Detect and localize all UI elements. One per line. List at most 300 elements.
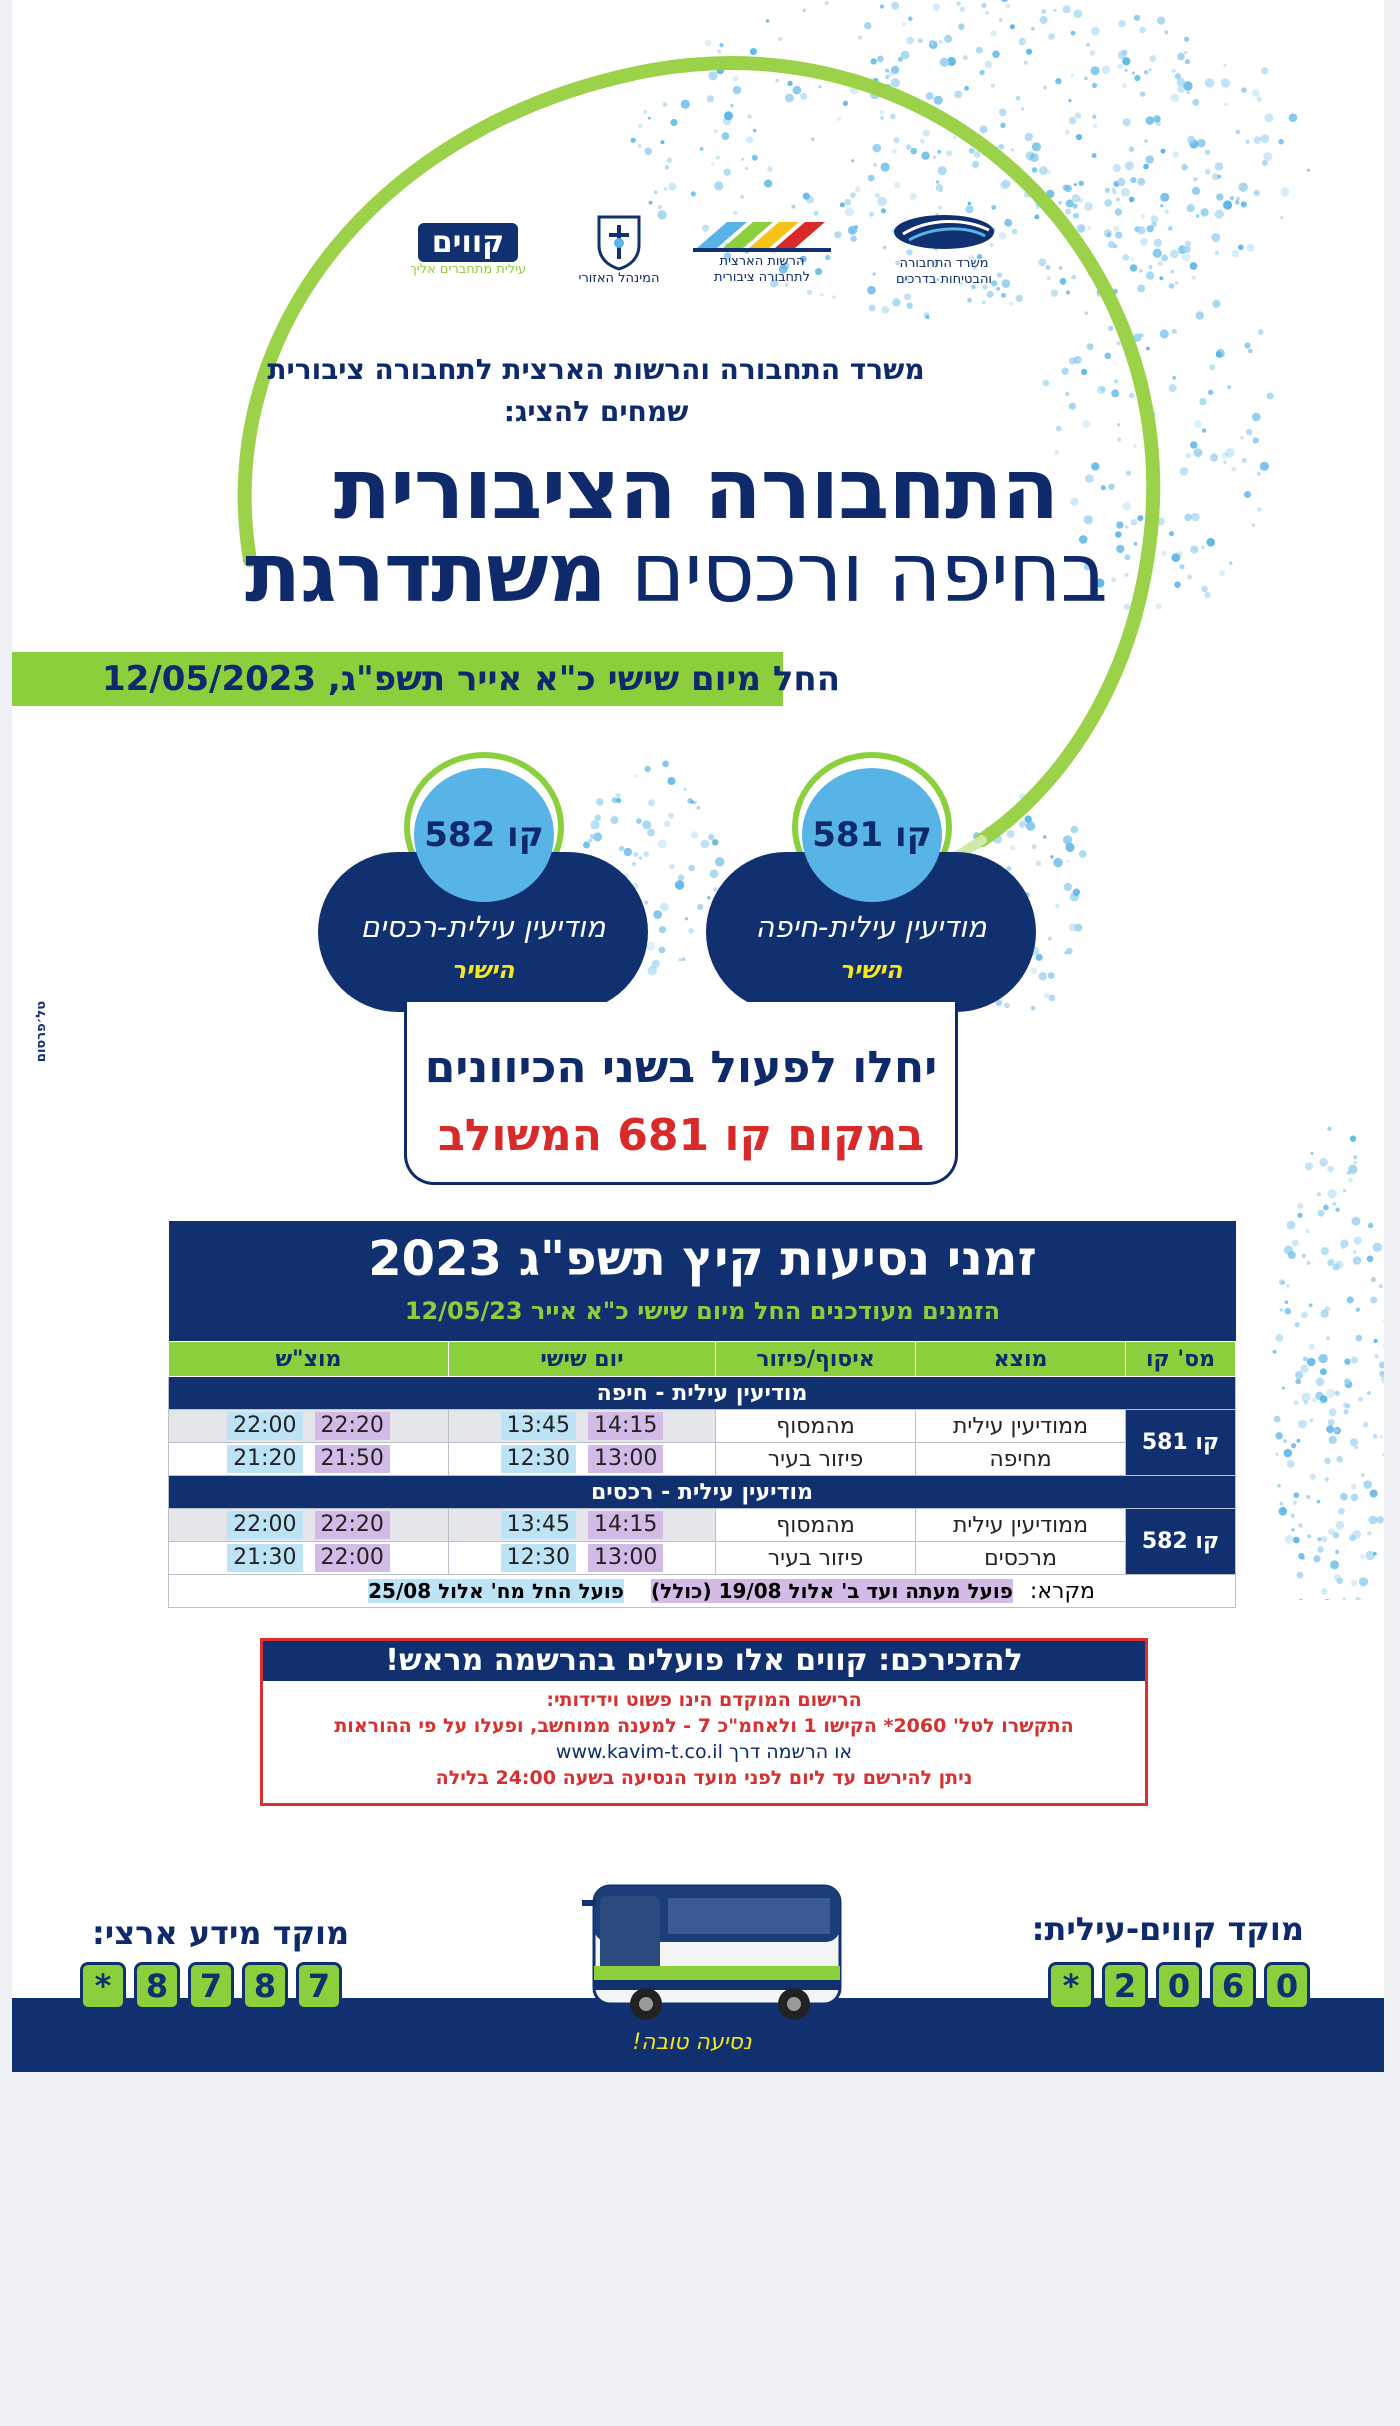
- decor-dot: [1165, 210, 1169, 214]
- time-blue: 22:00: [227, 1412, 302, 1440]
- pickup-cell: מהמסוף: [716, 1410, 916, 1443]
- saturday-times: [169, 1410, 449, 1443]
- decor-dot: [1275, 1334, 1283, 1342]
- decor-dot: [1026, 821, 1035, 830]
- decor-dot: [1373, 1339, 1377, 1343]
- decor-dot: [1032, 167, 1038, 173]
- decor-dot: [1363, 1480, 1372, 1489]
- decor-dot: [1321, 1536, 1328, 1543]
- decor-dot: [888, 71, 894, 77]
- decor-dot: [881, 163, 890, 172]
- decor-dot: [976, 47, 983, 54]
- decor-dot: [1171, 94, 1180, 103]
- decor-dot: [1105, 353, 1112, 360]
- kavim-logo: [398, 200, 538, 300]
- decor-dot: [923, 130, 930, 137]
- decor-dot: [634, 775, 637, 778]
- decor-dot: [1312, 1398, 1316, 1402]
- decor-dot: [1048, 33, 1055, 40]
- decor-dot: [1113, 226, 1119, 232]
- decor-dot: [714, 181, 723, 190]
- decor-dot: [1172, 329, 1177, 334]
- decor-dot: [616, 793, 621, 798]
- decor-dot: [1201, 546, 1204, 549]
- decor-dot: [1261, 67, 1268, 74]
- decor-dot: [1088, 226, 1092, 230]
- decor-dot: [1194, 420, 1202, 428]
- decor-dot: [1293, 1400, 1298, 1405]
- decor-dot: [1031, 27, 1035, 31]
- decor-dot: [1230, 196, 1234, 200]
- decor-dot: [1084, 202, 1093, 211]
- kavim-hotline-label: מוקד קווים-עילית:: [1031, 1910, 1304, 1948]
- decor-dot: [1200, 208, 1208, 216]
- decor-dot: [1367, 1391, 1371, 1395]
- decor-dot: [1169, 283, 1175, 289]
- decor-dot: [1073, 213, 1079, 219]
- decor-dot: [1283, 1439, 1287, 1443]
- decor-dot: [1260, 134, 1269, 143]
- decor-dot: [1129, 197, 1135, 203]
- decor-dot: [1116, 208, 1120, 212]
- decor-dot: [1122, 83, 1127, 88]
- decor-dot: [1212, 300, 1220, 308]
- decor-dot: [934, 96, 943, 105]
- decor-dot: [1370, 1297, 1377, 1304]
- decor-dot: [1039, 166, 1048, 175]
- decor-dot: [752, 155, 758, 161]
- decor-dot: [1140, 238, 1148, 246]
- decor-dot: [908, 16, 913, 21]
- decor-dot: [1274, 1416, 1281, 1423]
- reminder-line-4: ניתן להירשם עד ליום לפני מועד הנסיעה בשעה 24:00 בלילה: [435, 1767, 973, 1789]
- headline-line-2b: משתדרגת: [245, 526, 606, 621]
- decor-dot: [1071, 826, 1079, 834]
- decor-dot: [1187, 136, 1195, 144]
- decor-dot: [868, 175, 875, 182]
- decor-dot: [880, 110, 885, 115]
- decor-dot: [1192, 187, 1200, 195]
- legend-blue: פועל החל מח' אלול 25/08: [368, 1578, 624, 1603]
- decor-dot: [1139, 269, 1143, 273]
- decor-dot: [688, 865, 695, 872]
- decor-dot: [1146, 116, 1155, 125]
- decor-dot: [716, 156, 720, 160]
- decor-dot: [1085, 311, 1089, 315]
- decor-dot: [1353, 1256, 1361, 1264]
- decor-dot: [1043, 835, 1047, 839]
- decor-dot: [1068, 99, 1071, 102]
- decor-dot: [1137, 178, 1145, 186]
- pickup-cell: פיזור בעיר: [716, 1542, 916, 1575]
- decor-dot: [682, 957, 686, 961]
- decor-dot: [1231, 467, 1236, 472]
- decor-dot: [1307, 1358, 1316, 1367]
- decor-dot: [1193, 177, 1197, 181]
- decor-dot: [1297, 1572, 1304, 1579]
- decor-dot: [745, 167, 748, 170]
- decor-dot: [1154, 239, 1162, 247]
- reminder-box: [260, 1638, 1148, 1806]
- decor-dot: [1244, 491, 1251, 498]
- decor-dot: [1298, 1553, 1304, 1559]
- decor-dot: [1280, 216, 1283, 219]
- decor-dot: [1368, 1223, 1373, 1228]
- decor-dot: [1169, 384, 1177, 392]
- decor-dot: [1287, 1221, 1296, 1230]
- decor-dot: [1113, 164, 1121, 172]
- decor-dot: [1297, 1439, 1301, 1443]
- decor-dot: [1226, 448, 1235, 457]
- decor-dot: [1307, 1261, 1311, 1265]
- decor-dot: [1305, 1162, 1313, 1170]
- decor-dot: [1199, 398, 1206, 405]
- decor-dot: [1112, 188, 1115, 191]
- origin-cell: מחיפה: [916, 1443, 1126, 1476]
- friday-times: [449, 1542, 716, 1575]
- headline-line-2a: בחיפה ורכסים: [605, 526, 1107, 621]
- decor-dot: [1370, 1490, 1378, 1498]
- decor-dot: [1368, 1516, 1377, 1525]
- decor-dot: [1287, 1460, 1295, 1468]
- decor-dot: [1182, 253, 1191, 262]
- decor-dot: [595, 815, 601, 821]
- decor-dot: [654, 191, 657, 194]
- decor-dot: [1353, 1161, 1356, 1164]
- decor-dot: [907, 302, 913, 308]
- decor-dot: [667, 777, 675, 785]
- decor-dot: [1202, 429, 1206, 433]
- decor-dot: [714, 130, 718, 134]
- side-credit: [30, 996, 54, 1066]
- decor-dot: [711, 162, 715, 166]
- decor-dot: [936, 180, 939, 183]
- info-hotline-keys: [80, 1962, 342, 2010]
- decor-dot: [645, 766, 651, 772]
- key: 8: [242, 1962, 288, 2010]
- decor-dot: [1086, 43, 1090, 47]
- decor-dot: [1201, 586, 1208, 593]
- decor-dot: [1276, 1432, 1283, 1439]
- decor-dot: [1144, 139, 1147, 142]
- poster: [12, 0, 1384, 2072]
- legend-label: מקרא:: [1029, 1578, 1095, 1604]
- decor-dot: [764, 179, 772, 187]
- decor-dot: [1373, 1434, 1378, 1439]
- decor-dot: [1309, 1344, 1315, 1350]
- ministry-logo-label: משרד התחבורה והבטיחות בדרכים: [896, 256, 992, 287]
- decor-dot: [644, 110, 647, 113]
- decor-dot: [1324, 1458, 1331, 1465]
- decor-dot: [648, 799, 655, 806]
- decor-dot: [708, 71, 717, 80]
- decor-dot: [894, 182, 900, 188]
- decor-dot: [1009, 302, 1013, 306]
- decor-dot: [644, 900, 648, 904]
- decor-dot: [1168, 226, 1173, 231]
- decor-dot: [1104, 199, 1112, 207]
- decor-dot: [985, 61, 993, 69]
- decor-dot: [1180, 564, 1185, 569]
- decor-dot: [850, 192, 856, 198]
- decor-dot: [1325, 1477, 1329, 1481]
- decor-dot: [653, 910, 662, 919]
- decor-dot: [1278, 139, 1284, 145]
- decor-dot: [921, 152, 929, 160]
- decor-dot: [1065, 392, 1069, 396]
- decor-dot: [1334, 1574, 1341, 1581]
- decor-dot: [1244, 342, 1250, 348]
- decor-dot: [1324, 1306, 1330, 1312]
- decor-dot: [1348, 1178, 1353, 1183]
- decor-dot: [1072, 194, 1080, 202]
- operation-line-2: במקום קו 681 המשולב: [437, 1110, 925, 1161]
- decor-dot: [1292, 1240, 1299, 1247]
- decor-dot: [1211, 233, 1220, 242]
- schedule-subtitle: הזמנים מעודכנים החל מיום שישי כ"א אייר 12/05/23: [404, 1297, 1001, 1325]
- decor-dot: [894, 137, 900, 143]
- decor-dot: [1247, 244, 1255, 252]
- decor-dot: [1232, 250, 1240, 258]
- decor-dot: [746, 136, 753, 143]
- key: 6: [1210, 1962, 1256, 2010]
- decor-dot: [1206, 538, 1215, 547]
- decor-dot: [898, 57, 903, 62]
- decor-dot: [1041, 9, 1046, 14]
- pickup-cell: פיזור בעיר: [716, 1443, 916, 1476]
- friday-times: [449, 1410, 716, 1443]
- decor-dot: [1273, 1350, 1277, 1354]
- decor-dot: [1117, 341, 1121, 345]
- decor-dot: [1323, 1599, 1332, 1600]
- decor-dot: [1235, 200, 1239, 204]
- decor-dot: [700, 147, 704, 151]
- decor-dot: [800, 93, 807, 100]
- decor-dot: [667, 157, 673, 163]
- decor-dot: [1353, 1155, 1357, 1159]
- decor-dot: [1060, 278, 1067, 285]
- decor-dot: [675, 880, 684, 889]
- decor-dot: [647, 829, 655, 837]
- decor-dot: [1106, 233, 1111, 238]
- decor-dot: [902, 22, 905, 25]
- col-pickup: איסוף/פיזור: [716, 1342, 916, 1377]
- decor-dot: [1317, 1192, 1321, 1196]
- decor-dot: [1019, 821, 1026, 828]
- decor-dot: [1210, 454, 1218, 462]
- decor-dot: [1302, 1254, 1306, 1258]
- decor-dot: [925, 315, 929, 319]
- authority-logo-label: הרשות הארצית לתחבורה ציבורית: [714, 254, 810, 285]
- decor-dot: [1190, 545, 1198, 553]
- decor-dot: [1334, 1428, 1339, 1433]
- decor-dot: [1241, 87, 1247, 93]
- decor-dot: [1326, 1425, 1334, 1433]
- schedule-header-row: [169, 1342, 1236, 1377]
- start-date-text: החל מיום שישי כ"א אייר תשפ"ג, 12/05/2023: [102, 659, 841, 699]
- decor-dot: [1297, 1213, 1302, 1218]
- decor-dot: [999, 144, 1005, 150]
- decor-dot: [956, 1, 960, 5]
- decor-dot: [1066, 290, 1070, 294]
- decor-dot: [668, 813, 674, 819]
- decor-dot: [701, 840, 710, 849]
- decor-dot: [1139, 27, 1146, 34]
- decor-dot: [920, 139, 925, 144]
- decor-dot: [936, 184, 943, 191]
- decor-dot: [1125, 69, 1128, 72]
- table-row: [169, 1509, 1236, 1542]
- saturday-times: [169, 1542, 449, 1575]
- decor-dot: [648, 117, 651, 120]
- table-row: [169, 1410, 1236, 1443]
- time-purple: 22:00: [315, 1544, 390, 1572]
- decor-dot: [1114, 379, 1118, 383]
- decor-dot: [1295, 1371, 1303, 1379]
- decor-dot: [1043, 86, 1047, 90]
- decor-dot: [697, 904, 703, 910]
- decor-dot: [1351, 1484, 1357, 1490]
- decor-dot: [631, 138, 636, 143]
- decor-dot: [873, 163, 877, 167]
- decor-dot: [1361, 1473, 1364, 1476]
- decor-dot: [1071, 31, 1076, 36]
- decor-dot: [1383, 1341, 1384, 1349]
- decor-dot: [1092, 83, 1097, 88]
- decor-dot: [660, 903, 669, 912]
- decor-dot: [1092, 153, 1097, 158]
- time-blue: 21:20: [227, 1445, 302, 1473]
- decor-dot: [1170, 250, 1178, 258]
- decor-dot: [845, 199, 852, 206]
- decor-dot: [1151, 215, 1159, 223]
- decor-dot: [1073, 889, 1080, 896]
- origin-cell: מרכסים: [916, 1542, 1126, 1575]
- decor-dot: [1016, 96, 1021, 101]
- decor-dot: [1252, 89, 1260, 97]
- decor-dot: [691, 191, 696, 196]
- decor-dot: [1379, 1284, 1383, 1288]
- col-line: מס' קו: [1126, 1342, 1236, 1377]
- decor-dot: [638, 144, 642, 148]
- decor-dot: [717, 49, 721, 53]
- decor-dot: [1223, 461, 1226, 464]
- decor-dot: [1084, 77, 1088, 81]
- decor-dot: [1146, 155, 1154, 163]
- decor-dot: [1191, 276, 1196, 281]
- decor-dot: [1044, 993, 1050, 999]
- decor-dot: [1192, 99, 1199, 106]
- time-purple: 14:15: [588, 1511, 663, 1539]
- decor-dot: [732, 76, 738, 82]
- decor-dot: [1367, 1531, 1371, 1535]
- decor-dot: [938, 166, 947, 175]
- decor-dot: [1367, 1256, 1374, 1263]
- decor-dot: [1146, 272, 1154, 280]
- decor-dot: [1035, 215, 1040, 220]
- decor-dot: [1165, 30, 1169, 34]
- decor-dot: [1048, 972, 1055, 979]
- decor-dot: [590, 834, 595, 839]
- decor-dot: [891, 78, 900, 87]
- decor-dot: [875, 193, 880, 198]
- decor-dot: [1026, 49, 1032, 55]
- decor-dot: [869, 305, 876, 312]
- decor-dot: [1137, 226, 1145, 234]
- side-credit-text: טל׳פרסום: [34, 1000, 50, 1062]
- decor-dot: [1307, 1495, 1310, 1498]
- decor-dot: [1134, 75, 1140, 81]
- decor-dot: [1081, 369, 1087, 375]
- decor-dot: [1030, 153, 1039, 162]
- decor-dot: [1181, 164, 1187, 170]
- decor-dot: [906, 37, 914, 45]
- decor-dot: [1208, 390, 1214, 396]
- decor-dot: [1298, 1523, 1302, 1527]
- decor-dot: [1196, 214, 1200, 218]
- decor-dot: [1256, 97, 1262, 103]
- decor-dot: [1101, 387, 1106, 392]
- col-saturday-night: מוצ"ש: [169, 1342, 449, 1377]
- decor-dot: [1175, 281, 1179, 285]
- decor-dot: [1184, 37, 1189, 42]
- decor-dot: [946, 150, 952, 156]
- decor-dot: [741, 158, 744, 161]
- decor-dot: [1242, 458, 1247, 463]
- decor-dot: [1286, 1284, 1289, 1287]
- decor-dot: [1063, 5, 1071, 13]
- decor-dot: [1019, 38, 1026, 45]
- time-purple: 13:00: [588, 1445, 663, 1473]
- decor-dot: [1354, 1237, 1362, 1245]
- operation-line-1: יחלו לפעול בשני הכיוונים: [424, 1042, 938, 1093]
- decor-dot: [1351, 1580, 1357, 1586]
- decor-dot: [668, 183, 676, 191]
- decor-dot: [1344, 1378, 1350, 1384]
- route-582-badge: קו 582: [414, 768, 554, 902]
- decor-dot: [1307, 1534, 1311, 1538]
- decor-dot: [850, 235, 857, 242]
- decor-dot: [1058, 201, 1062, 205]
- decor-dot: [1011, 148, 1014, 151]
- decor-dot: [933, 156, 936, 159]
- authority-emblem-icon: [687, 214, 837, 254]
- decor-dot: [1093, 124, 1098, 129]
- decor-dot: [885, 75, 889, 79]
- decor-dot: [1121, 188, 1130, 197]
- decor-dot: [1318, 1354, 1327, 1363]
- decor-dot: [1177, 85, 1185, 93]
- decor-dot: [972, 161, 979, 168]
- pickup-cell: מהמסוף: [716, 1509, 916, 1542]
- decor-dot: [1059, 266, 1063, 270]
- decor-dot: [1000, 123, 1005, 128]
- decor-dot: [596, 798, 603, 805]
- decor-dot: [1310, 1474, 1316, 1480]
- decor-dot: [719, 43, 723, 47]
- kavim-logo-tag: עילית מתחברים אליך: [409, 261, 527, 277]
- decor-dot: [999, 109, 1007, 117]
- decor-dot: [1335, 1550, 1339, 1554]
- decor-dot: [688, 928, 694, 934]
- time-purple: 14:15: [588, 1412, 663, 1440]
- decor-dot: [1355, 1597, 1361, 1600]
- decor-dot: [663, 102, 668, 107]
- decor-dot: [1252, 524, 1255, 527]
- intro-line-2: שמחים להציג:: [503, 395, 689, 428]
- decor-dot: [1252, 413, 1261, 422]
- decor-dot: [1346, 1404, 1351, 1409]
